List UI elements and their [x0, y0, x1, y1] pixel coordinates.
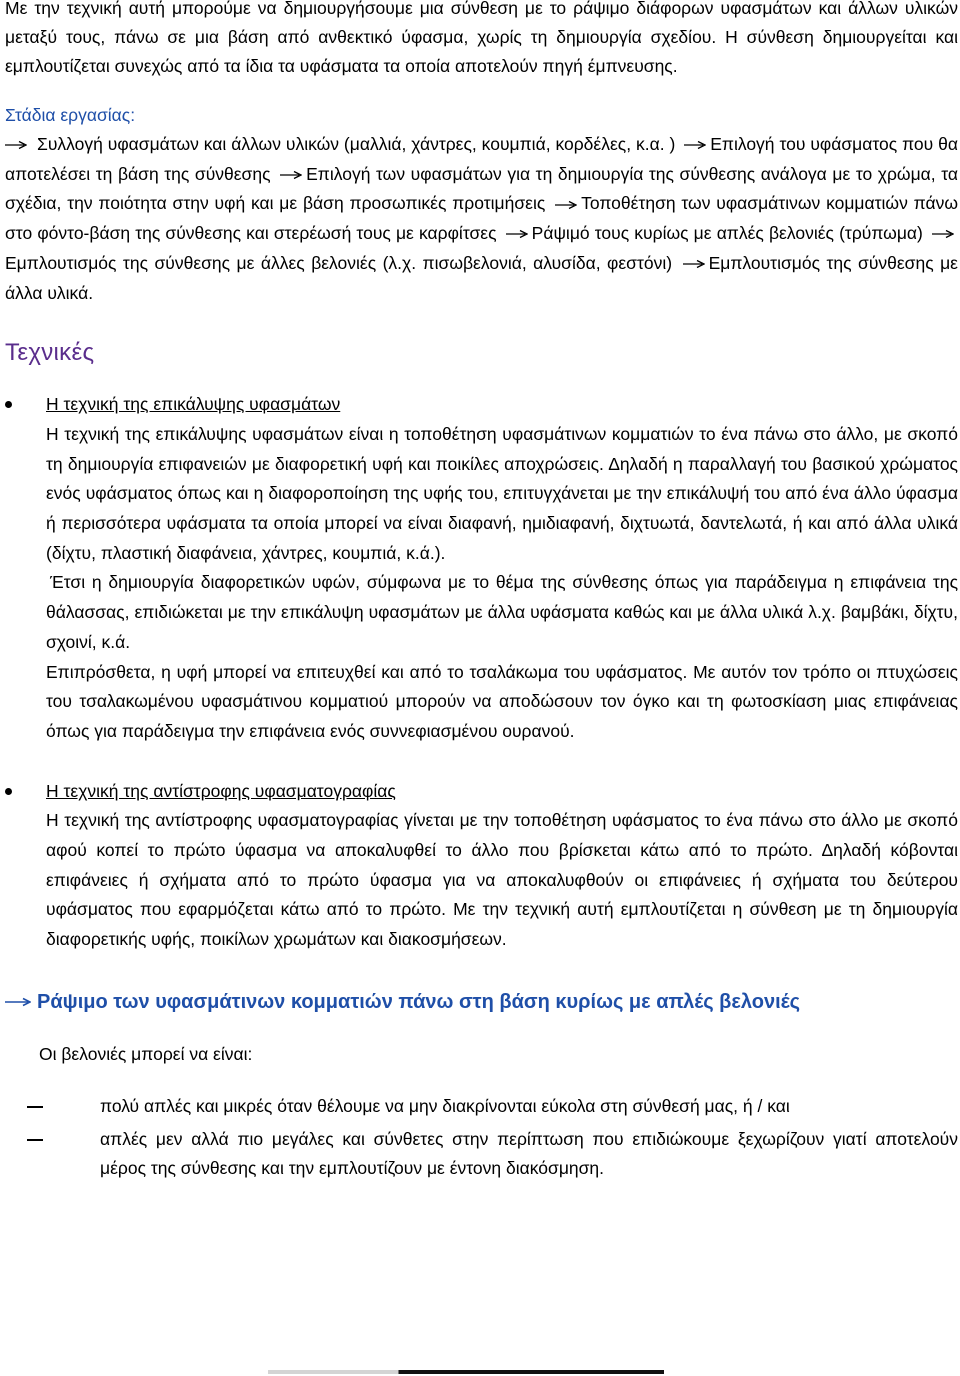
dash-icon — [27, 1139, 43, 1141]
arrow-icon — [280, 170, 302, 180]
technique-paragraph: Η τεχνική της αντίστροφης υφασματογραφίας γίνεται με την τοποθέτηση υφάσματος το ένα πάνω στο άλλο με σκοπό αφού κοπεί το πρώτο ύφασμα να αποκαλυφθεί το άλλο που βρίσκεται κάτω από το πρώτο. Δηλαδή κόβονται επιφάνειες ή σχήματα από το πρώτο ύφασμα για να αποκαλυφθούν οι επιφάνειες ή σχήματα του δεύτερου υφάσματος που εφαρμόζεται κάτω από το πρώτο. Με την τεχνική αυτή εμπλουτίζεται η σύνθεση με τη δημιουργία διαφορετικής υφής, ποικίλων χρωμάτων και διακοσμήσεων. — [46, 810, 958, 950]
arrow-icon — [684, 140, 706, 150]
stitches-intro: Οι βελονιές μπορεί να είναι: — [39, 1043, 253, 1064]
technique-paragraph: Έτσι η δημιουργία διαφορετικών υφών, σύμφωνα με το θέμα της σύνθεσης όπως για παράδειγμα η επιφάνεια της θάλασσας, επιδιώκεται με την επικάλυψη υφασμάτων με άλλα υφάσματα καθώς και με άλλα υλικά λ.χ. βαμβάκι, δίχτυ, σχοινί, κ.ά. — [46, 572, 958, 652]
technique-section-reverse — [5, 777, 958, 955]
stage-step: Συλλογή υφασμάτων και άλλων υλικών (μαλλιά, χάντρες, κουμπιά, κορδέλες, κ.α. ) — [37, 134, 676, 154]
stage-step: Ράψιμό τους κυρίως με απλές βελονιές (τρύπωμα) — [531, 223, 923, 244]
stage-step: Εμπλουτισμός της σύνθεσης με άλλα υλικά. — [5, 252, 958, 303]
technique-paragraph: Η τεχνική της επικάλυψης υφασμάτων είναι η τοποθέτηση υφασμάτινων κομματιών το ένα πάνω στο άλλο, με σκοπό τη δημιουργία επιφανειών με διαφορετική υφή και ποικίλες αποχρώσεις. Δηλαδή η παραλλαγή του βασικού χρώματος ενός υφάσματος όπως και η διαφοροποίηση της υφής του, επιτυγχάνεται με την επικάλυψή του από ένα άλλο ύφασμα ή περισσότερα υφάσματα τα οποία μπορεί να είναι διαφανή, ημιδιαφανή, διχτυωτά, δαντελωτά, ή και από άλλα υλικά (δίχτυ, πλαστική διαφάνεια, χάντρες, κουμπιά, κ.ά.). — [46, 423, 958, 563]
document-page — [5, 0, 958, 1184]
technique-section-overlay — [5, 390, 958, 746]
bullet-icon — [5, 401, 12, 408]
list-item-text: πολύ απλές και μικρές όταν θέλουμε να μην διακρίνονται εύκολα στη σύνθεσή μας, ή / και — [100, 1095, 790, 1116]
technique-title: Η τεχνική της αντίστροφης υφασματογραφίας — [46, 780, 396, 801]
arrow-icon — [555, 200, 577, 210]
stages-list — [5, 130, 958, 308]
intro-paragraph: Με την τεχνική αυτή μπορούμε να δημιουργήσουμε μια σύνθεση με το ράψιμο διάφορων υφασμάτων και άλλων υλικών μεταξύ τους, πάνω σε μια βάση από ανθεκτικό ύφασμα, χωρίς τη δημιουργία σχεδίου. Η σύνθεση δημιουργείται και εμπλουτίζεται συνεχώς από τα ίδια τα υφάσματα τα οποία αποτελούν πηγή έμπνευσης. — [5, 0, 958, 76]
arrow-icon — [506, 229, 528, 239]
list-item — [5, 1092, 958, 1122]
arrow-icon — [5, 140, 27, 150]
stage-step: Επιλογή των υφασμάτων για τη δημιουργία της σύνθεσης ανάλογα με το χρώμα, τα σχέδια, την ποιότητα στην υφή και με βάση προσωπικές προτιμήσεις — [5, 163, 959, 214]
stitches-list — [5, 1092, 958, 1184]
sewing-heading-text: Ράψιμο των υφασμάτινων κομματιών πάνω στη βάση κυρίως με απλές βελονιές — [37, 990, 801, 1013]
technique-paragraph: Επιπρόσθετα, η υφή μπορεί να επιτευχθεί και από το τσαλάκωμα του υφάσματος. Με αυτόν τον τρόπο οι πτυχώσεις του τσαλακωμένου υφασμάτινου κομματιού μπορούν να αποδώσουν τον όγκο και τη φωτοσκίαση μιας επιφάνειας όπως για παράδειγμα την επιφάνεια ενός συννεφιασμένου ουρανού. — [46, 661, 958, 741]
dash-icon — [27, 1106, 43, 1108]
stage-step: Επιλογή του υφάσματος που θα αποτελέσει τη βάση της σύνθεσης — [5, 134, 958, 184]
arrow-icon — [932, 229, 954, 239]
list-item — [5, 1125, 958, 1184]
arrow-icon — [683, 259, 705, 269]
arrow-icon — [5, 997, 31, 1007]
list-item-text: απλές μεν αλλά πιο μεγάλες και σύνθετες στην περίπτωση που επιδιώκουμε ξεχωρίζουν γιατί αποτελούν μέρος της σύνθεσης και την εμπλουτίζουν με έντονη διακόσμηση. — [100, 1128, 958, 1179]
techniques-heading: Τεχνικές — [5, 339, 95, 367]
sewing-heading — [5, 988, 958, 1016]
technique-title: Η τεχνική της επικάλυψης υφασμάτων — [46, 394, 341, 415]
stages-title: Στάδια εργασίας: — [5, 105, 136, 125]
bullet-icon — [5, 788, 12, 795]
footer-divider — [268, 1370, 664, 1374]
stage-step: Τοποθέτηση των υφασμάτινων κομματιών πάνω στο φόντο-βάση της σύνθεσης και στερέωσή τους με καρφίτσες — [5, 193, 958, 244]
stage-step: Εμπλουτισμός της σύνθεσης με άλλες βελονιές (λ.χ. πισωβελονιά, αλυσίδα, φεστόνι) — [5, 252, 673, 273]
